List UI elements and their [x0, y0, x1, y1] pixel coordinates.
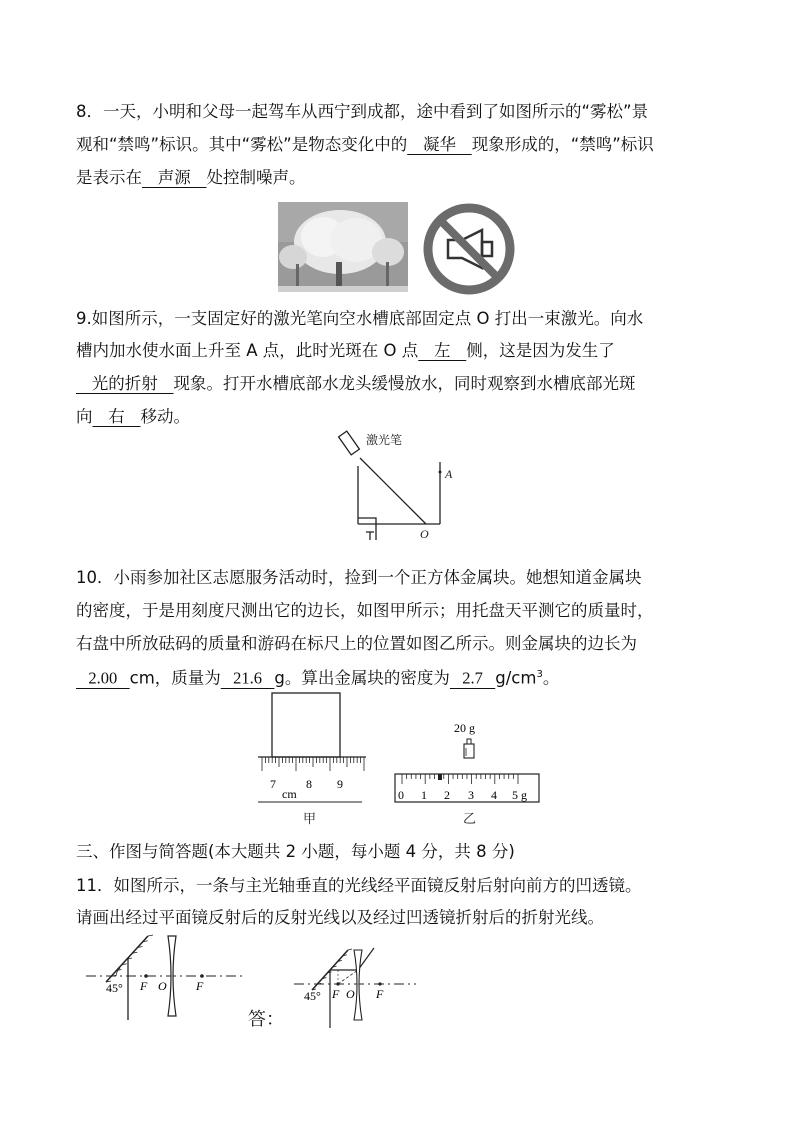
q11-line2: 请画出经过平面镜反射后的反射光线以及经过凹透镜折射后的折射光线。: [76, 908, 604, 927]
focus-label-left: F: [332, 987, 340, 1001]
ruler-tick-9: 9: [337, 777, 343, 791]
scale-tick: 3: [468, 788, 474, 802]
angle-label: 45°: [304, 989, 321, 1003]
q9-answer-blank-3: 右: [92, 407, 141, 426]
q11-line1: 11．如图所示，一条与主光轴垂直的光线经平面镜反射后射向前方的凹透镜。: [76, 876, 642, 895]
rime-tree-photo: [278, 202, 408, 292]
q10-line4: [76, 665, 559, 689]
laser-tank-diagram: [336, 428, 466, 548]
q10-line2: 的密度，于是用刻度尺测出它的边长，如图甲所示；用托盘天平测它的质量时，: [76, 601, 654, 620]
focus-label-right: F: [196, 979, 204, 993]
weight-icon: [464, 739, 474, 758]
q9-line2: [76, 341, 615, 361]
q8-line2: [76, 135, 654, 155]
caption-yi: 乙: [463, 812, 477, 827]
laser-pen-icon: [339, 431, 360, 455]
scale-tick: 4: [491, 788, 497, 802]
metal-cube: [272, 693, 340, 757]
q10-line1: 10．小雨参加社区志愿服务活动时，捡到一个正方体金属块。她想知道金属块: [76, 568, 642, 587]
ruler-unit: cm: [282, 787, 297, 801]
q10-text: cm，质量为: [129, 668, 221, 688]
scale-tick: 5 g: [512, 788, 527, 802]
section3-title: 三、作图与简答题(本大题共 2 小题，每小题 4 分，共 8 分): [76, 842, 515, 861]
q10-text: g。算出金属块的密度为: [274, 668, 450, 688]
q9-line4: [76, 407, 190, 427]
no-horn-sign-icon: [418, 202, 520, 296]
q10-answer-blank-3: 2.7: [449, 668, 496, 688]
scale-tick: 2: [444, 788, 450, 802]
point-a-label: A: [445, 467, 453, 481]
q9-line3: [76, 374, 635, 394]
q9-text: 现象。打开水槽底部水龙头缓慢放水，同时观察到水槽底部光斑: [173, 374, 636, 393]
q8-line3: [76, 168, 305, 188]
q10-answer-blank-1: 2.00: [76, 668, 130, 688]
answer-label: 答：: [248, 1009, 284, 1030]
point-o-label: O: [420, 527, 429, 541]
q8-text: 观和“禁鸣”标识。其中“雾松”是物态变化中的: [76, 135, 408, 154]
focus-label-right: F: [376, 987, 384, 1001]
q9-line1: 9.如图所示，一支固定好的激光笔向空水槽底部固定点 O 打出一束激光。向水: [76, 309, 644, 328]
laser-label: 激光笔: [366, 433, 403, 447]
balance-scale-diagram: [392, 718, 542, 828]
extension-line: [338, 970, 358, 984]
q9-text: 向: [76, 407, 93, 426]
angle-label: 45°: [106, 981, 123, 995]
scale-tick: 1: [421, 788, 427, 802]
center-label: O: [158, 979, 167, 993]
ruler-tick-8: 8: [306, 777, 312, 791]
center-label: O: [346, 987, 355, 1001]
scale-tick: 0: [398, 788, 404, 802]
weight-label: 20 g: [454, 721, 475, 735]
optics-question-diagram: [82, 928, 250, 1028]
q9-answer-blank-1: 左: [418, 341, 467, 360]
optics-answer-diagram: [292, 944, 420, 1030]
q8-answer-blank-1: 凝华: [407, 135, 472, 154]
q9-text: 侧，这是因为发生了: [466, 341, 615, 360]
q8-line1: 8．一天，小明和父母一起驾车从西宁到成都，途中看到了如图所示的“雾松”景: [76, 102, 649, 121]
q10-line3: 右盘中所放砝码的质量和游码在标尺上的位置如图乙所示。则金属块的边长为: [76, 634, 637, 653]
q8-text: 是表示在: [76, 168, 142, 187]
rider-marker: [438, 774, 442, 780]
q8-text: 处控制噪声。: [206, 168, 306, 187]
focus-label-left: F: [140, 979, 148, 993]
faucet-pipe: [358, 518, 376, 540]
q10-text: 。: [542, 668, 560, 688]
q8-text: 现象形成的，“禁鸣”标识: [471, 135, 654, 154]
q9-text: 移动。: [140, 407, 190, 426]
ruler-diagram: [256, 690, 368, 830]
concave-lens: [354, 950, 362, 1020]
caption-jia: 甲: [303, 812, 317, 827]
q10-text: g/cm: [495, 668, 537, 688]
q8-answer-blank-2: 声源: [142, 168, 207, 187]
q10-answer-blank-2: 21.6: [220, 668, 275, 688]
q10-unit-sup: 3: [536, 669, 543, 680]
ruler-tick-7: 7: [270, 777, 276, 791]
mirror-hatch: [348, 949, 352, 950]
q9-text: 槽内加水使水面上升至 A 点，此时光斑在 O 点: [76, 341, 419, 360]
q9-answer-blank-2: 光的折射: [76, 374, 174, 393]
mirror-hatch: [148, 935, 153, 936]
laser-beam: [360, 458, 426, 524]
